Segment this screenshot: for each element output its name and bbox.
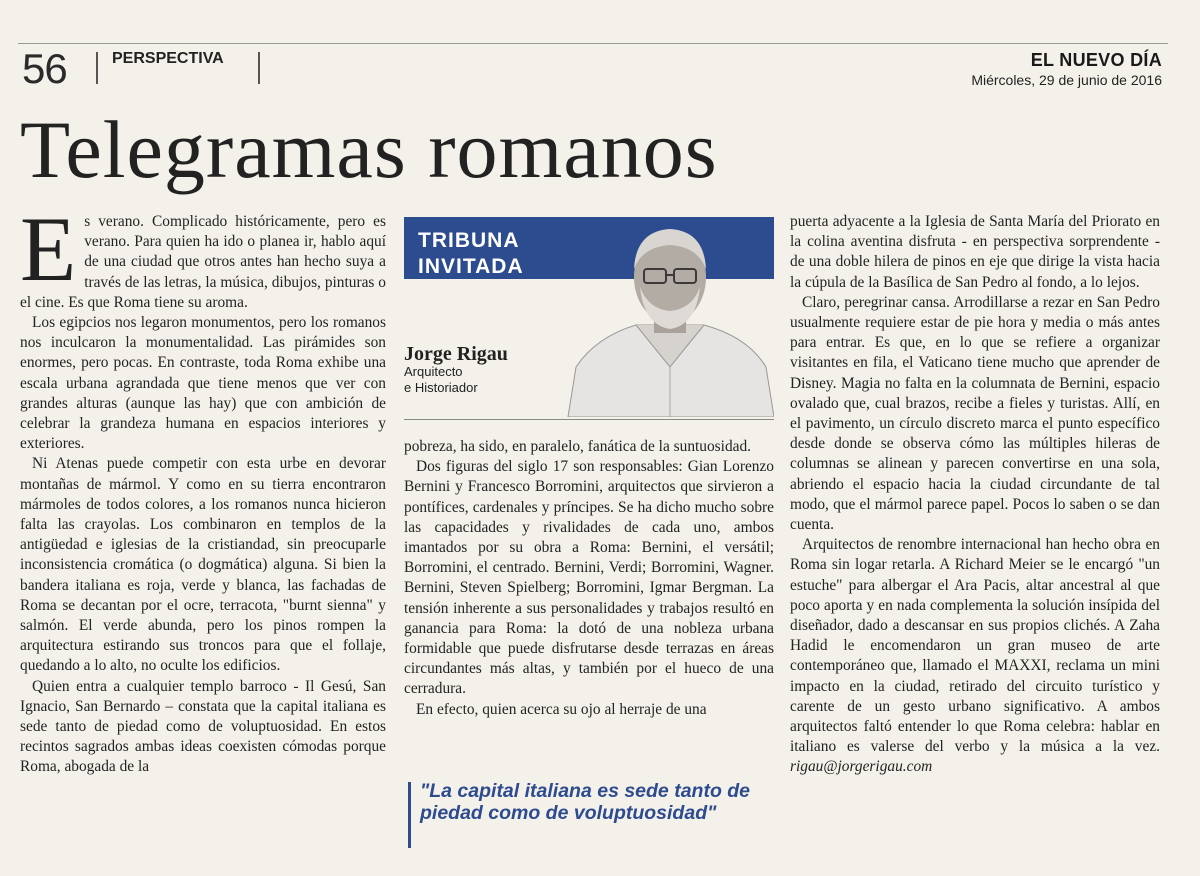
article-paragraph: Dos figuras del siglo 17 son responsables: Gian Lorenzo Bernini y Francesco Borromini, arquitectos que sirvieron a pontífices, cardenales y príncipes. Se ha dicho mucho sobre las capacidades y rivalidades de cada uno, ambos imantados por su obra a Roma: Bernini, el versátil; Borromini, el centrado. Bernini, Verdi; Borromini, Wagner. Bernini, Steven Spielberg; Borromini, Igmar Bergman. La tensión inherente a sus personalidades y trabajos resultó en ganancia para Roma: la dotó de una nobleza urbana formidable que puede disfrutarse desde terrazas en áreas circundantes más altas, y también por el hueco de una cerradura. (404, 458, 774, 698)
author-email: rigau@jorgerigau.com (790, 758, 933, 776)
article-column-1 (20, 198, 386, 778)
article-paragraph: Claro, peregrinar cansa. Arrodillarse a rezar en San Pedro usualmente requiere estar de pie hora y media o más antes para entrar. Es que, en lo que se refiere a organizar visitantes en fila, el Vaticano tiene mucho que aprender de Disney. Magia no falta en la columnata de Bernini, espacio ovalado que, cual brazos, recibe a fieles y turistas. Allí, en el pavimento, un círculo discreto marca el punto específico desde donde se observa cómo las múltiples hileras de columnas se alinean y parecen convertirse en una sola, abriendo el espacio hacia la ciudad circundante de tal modo, que el mármol parece papel. Pocos lo saben o se dan cuenta. (790, 293, 1160, 534)
author-role: Arquitecto e Historiador (404, 364, 478, 395)
article-paragraph: Quien entra a cualquier templo barroco - Il Gesú, San Ignacio, San Bernardo – constata que la capital italiana es sede tanto de piedad como de voluptuosidad. En estos recintos sagrados ambas ideas coexisten cómodas porque Roma, abogada de la (20, 677, 386, 776)
article-paragraph: Los egipcios nos legaron monumentos, pero los romanos nos inculcaron la monumentalidad. Las pirámides son enormes, pero pocas. En contraste, toda Roma exhibe una escala urbana agrandada que tiene menos que ver con grandes alturas (aunque las hay) que con ambición de celebrar la grandeza humana en espacios interiores y exteriores. (20, 314, 386, 453)
author-name: Jorge Rigau (404, 343, 508, 365)
header-divider-left (96, 52, 98, 84)
drop-cap: E (20, 198, 77, 300)
article-paragraph: Arquitectos de renombre internacional han hecho obra en Roma sin logar retarla. A Richard Meier se le encargó "un estuche" para albergar el Ara Pacis, altar ancestral al que poco aporta y en nada complementa la solución insípida del diseñador, dado a descansar en sus propios clichés. A Zaha Hadid le encomendaron un gran museo de arte contemporáneo que, llamado el MAXXI, reclama un mini impacto en la ciudad, retirado del circuito turístico y carente de un gesto urbano significativo. A ambos arquitectos faltó entender lo que Roma celebra: hablar en italiano es valerse del verbo y la música a la vez. rigau@jorgerigau.com (790, 536, 1160, 776)
pull-quote: "La capital italiana es sede tanto de piedad como de voluptuosidad" (420, 780, 751, 824)
article-paragraph: Es verano. Complicado históricamente, pero es verano. Para quien ha ido o planea ir, hablo aquí de una ciudad que otros antes han hecho suya a través de las letras, la música, dibujos, pinturas o el cine. Es que Roma tiene su aroma. (20, 198, 386, 311)
issue-date: Miércoles, 29 de junio de 2016 (971, 72, 1162, 88)
newspaper-name: EL NUEVO DÍA (1030, 50, 1162, 70)
author-photo (566, 217, 774, 417)
sidebar-rule (404, 419, 774, 420)
page-number: 56 (22, 45, 67, 92)
article-column-2 (404, 437, 774, 720)
article-column-3 (790, 212, 1160, 778)
article-paragraph: Ni Atenas puede competir con esta urbe en devorar montañas de mármol. Y como en su tierra encontraron mármoles de todos colores, a los romanos nunca hicieron falta las crayolas. Los combinaron en templos de la antigüedad e iglesias de la cristiandad, sin preocuparle inconsistencia cromática (o dogmática) alguna. Si bien la bandera italiana es roja, verde y blanca, las fachadas de Roma se decantan por el ocre, terracota, "burnt sienna" y salmón. El verde abunda, pero los pinos rompen la arquitectura estirando sus troncos para que el follaje, quedando a lo alto, no oculte los edificios. (20, 455, 386, 675)
header-divider-right (258, 52, 260, 84)
article-paragraph: En efecto, quien acerca su ojo al herraje de una (416, 700, 707, 718)
pull-quote-bar (408, 782, 411, 848)
article-paragraph: pobreza, ha sido, en paralelo, fanática de la suntuosidad. (404, 438, 752, 455)
section-label: PERSPECTIVA (112, 50, 224, 67)
article-headline: Telegramas romanos (20, 104, 718, 195)
tribuna-invitada-label: TRIBUNA INVITADA (418, 229, 524, 278)
article-paragraph: puerta adyacente a la Iglesia de Santa María del Priorato en la colina aventina disfruta - en perspectiva sorprendente - de una doble hilera de pinos en eje que dirige la vista hacia la cúpula de la Basílica de San Pedro al fondo, a lo lejos. (790, 213, 1160, 291)
top-rule (18, 43, 1168, 44)
